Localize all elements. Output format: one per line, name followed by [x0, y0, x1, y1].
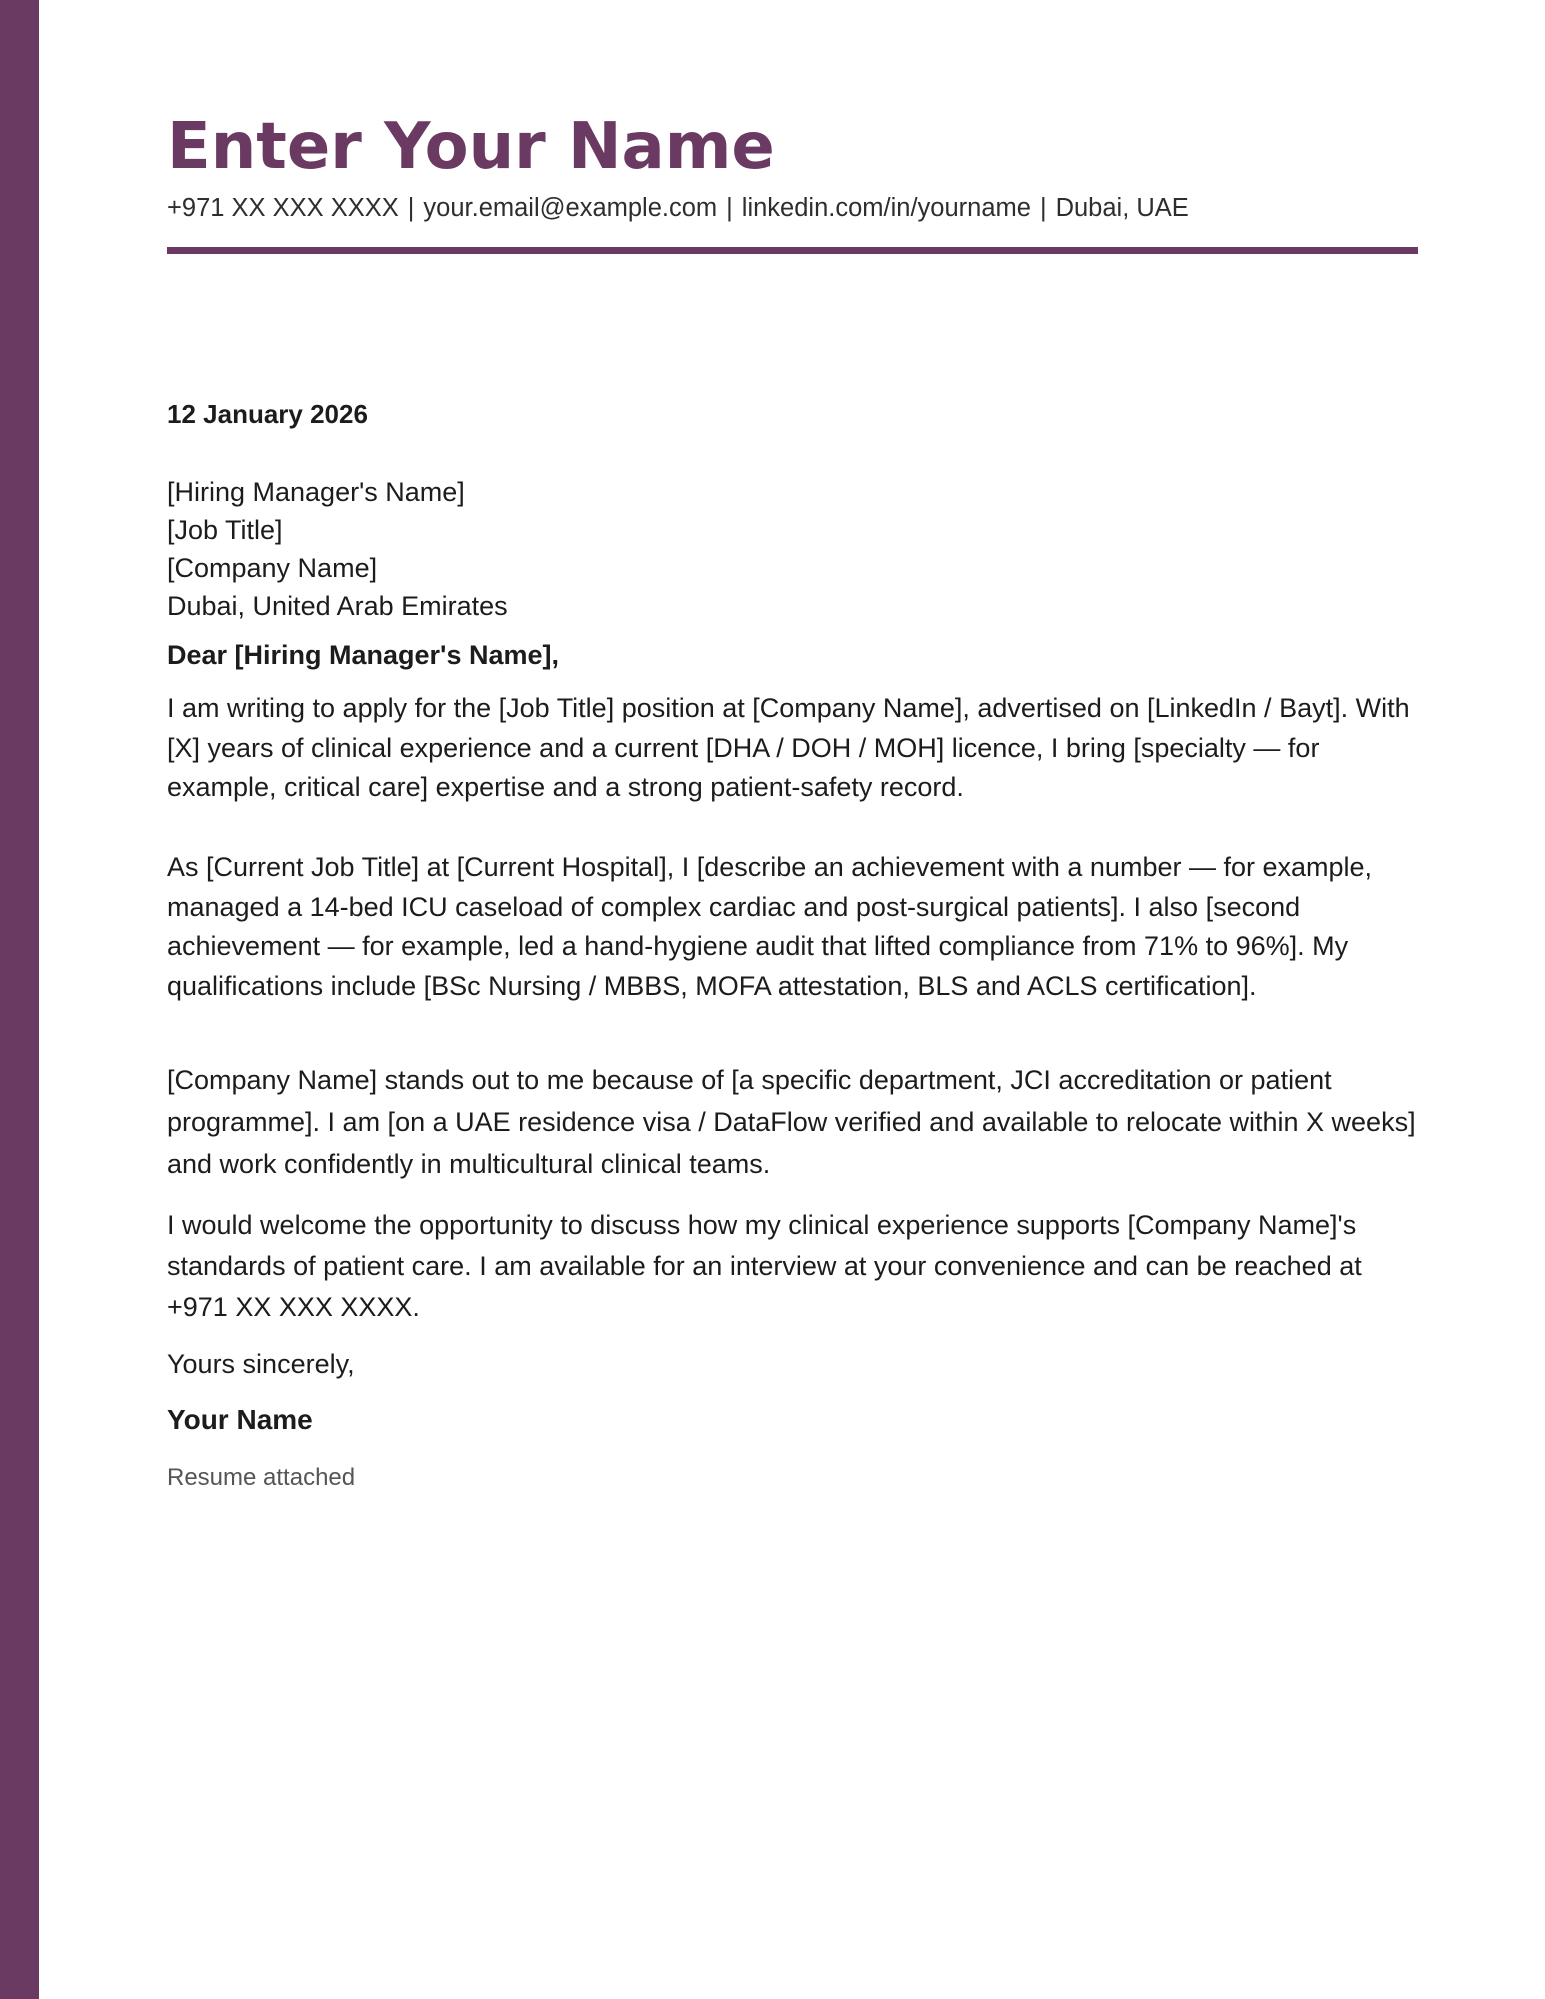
body-paragraph: As [Current Job Title] at [Current Hospital], I [describe an achievement with a number — for example, managed a 14-bed ICU caseload of complex cardiac and post-surgical patients]. I also [second achievement — for example, led a hand-hygiene audit that lifted compliance from 71% to 96%]. My qualifications include [BSc Nursing / MBBS, MOFA attestation, BLS and ACLS certification]. — [167, 852, 1373, 1001]
letter-date: 12 January 2026 — [167, 399, 368, 429]
enclosure-note: Resume attached — [167, 1464, 356, 1491]
recipient-job-title: [Job Title] — [167, 515, 283, 545]
accent-side-bar — [0, 0, 39, 1999]
recipient-name: [Hiring Manager's Name] — [167, 477, 465, 507]
recipient-company: [Company Name] — [167, 553, 378, 583]
contact-email: your.email@example.com — [423, 194, 718, 222]
contact-location: Dubai, UAE — [1055, 194, 1189, 222]
contact-linkedin: linkedin.com/in/yourname — [741, 194, 1031, 222]
contact-separator: | — [1039, 194, 1047, 222]
header-divider — [167, 247, 1418, 254]
contact-phone: +971 XX XXX XXXX — [167, 194, 399, 222]
body-paragraph: I would welcome the opportunity to discuss how my clinical experience supports [Company Name]'s standards of patient care. I am available for an interview at your convenience and can be reached at +971 XX XXX XXXX. — [167, 1210, 1362, 1322]
applicant-name: Enter Your Name — [167, 110, 775, 184]
body-paragraph: I am writing to apply for the [Job Title] position at [Company Name], advertised on [LinkedIn / Bayt]. With [X] years of clinical experience and a current [DHA / DOH / MOH] licence, I bring [specialty — for example, critical care] expertise and a strong patient-safety record. — [167, 693, 1410, 802]
closing: Yours sincerely, — [167, 1349, 355, 1379]
salutation: Dear [Hiring Manager's Name], — [167, 640, 560, 670]
recipient-block — [167, 473, 508, 625]
body-paragraph: [Company Name] stands out to me because of [a specific department, JCI accreditation or patient programme]. I am [on a UAE residence visa / DataFlow verified and available to relocate within X weeks] and work confidently in multicultural clinical teams. — [167, 1065, 1416, 1179]
signature-name: Your Name — [167, 1404, 313, 1435]
recipient-location: Dubai, United Arab Emirates — [167, 591, 508, 621]
contact-separator: | — [407, 194, 415, 222]
contact-separator: | — [726, 194, 733, 222]
contact-line — [167, 191, 1189, 225]
